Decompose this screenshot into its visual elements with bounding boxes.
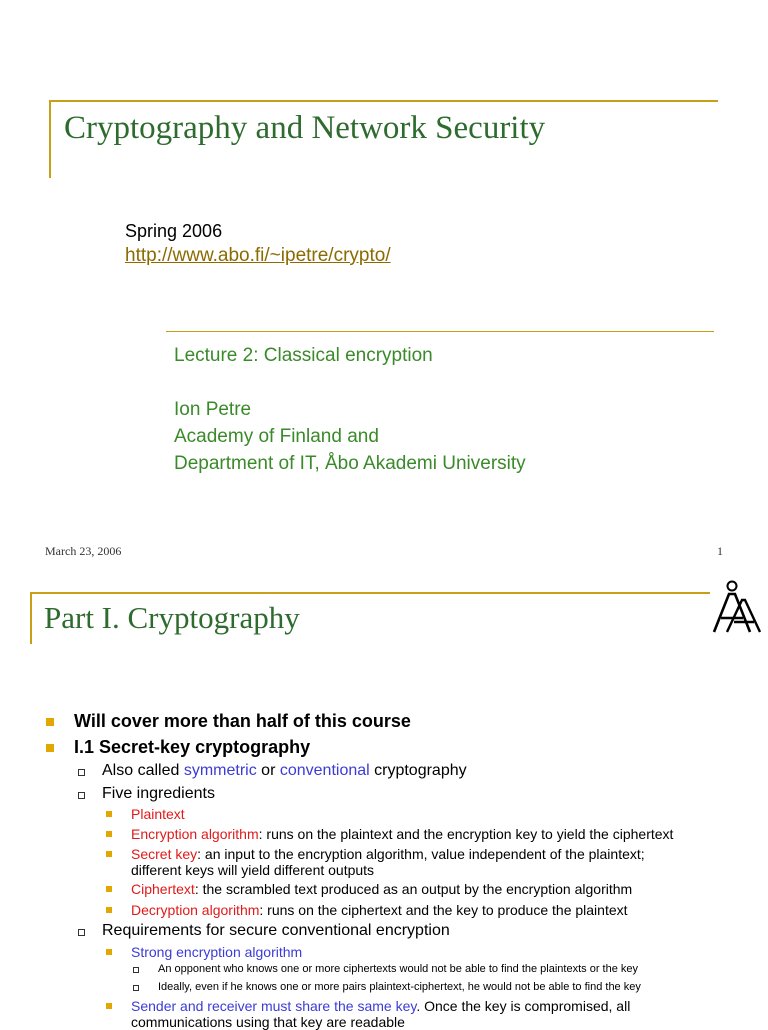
desc-ciphertext: : the scrambled text produced as an output by the encryption algorithm [194,881,633,897]
term-shared-key: Sender and receiver must share the same key [131,998,417,1014]
logo-svg [710,578,762,634]
ingredient-encryption [131,826,673,842]
term-decryption-algorithm: Decryption algorithm [131,902,260,918]
ingredient-secret-key [131,846,645,862]
term-symmetric: symmetric [183,762,257,779]
bullet-square [106,907,112,913]
requirement-shared-key-cont: communications using that key are readable [131,1014,405,1030]
bullet-hollow [78,769,85,776]
term-text: Spring 2006 [125,221,223,241]
term-conventional: conventional [279,762,370,779]
lecture-title: Lecture 2: Classical encryption [174,345,433,366]
title-rule-left [49,100,51,178]
bullet-hollow [78,929,85,936]
term-encryption-algorithm: Encryption algorithm [131,826,259,842]
author-name: Ion Petre [174,399,252,420]
bullet-square [106,811,112,817]
also-post: cryptography [369,762,467,779]
ingredient-plaintext: Plaintext [131,806,185,822]
bullet-square [106,949,112,955]
also-or: or [256,762,280,779]
term-ciphertext: Ciphertext [131,881,195,897]
term-secret-key: Secret key [131,846,198,862]
slide-title: Cryptography and Network Security [64,110,546,146]
desc-encryption-algorithm: : runs on the plaintext and the encryption key to yield the ciphertext [258,826,674,842]
title-rule-top [49,100,718,102]
page-number: 1 [717,544,723,558]
also-called-line [102,762,467,780]
five-ingredients: Five ingredients [102,785,215,802]
bullet-hollow [133,967,139,973]
university-logo [710,578,762,634]
desc-shared-key-1: . Once the key is compromised, all [416,998,631,1014]
requirement-strong-algorithm: Strong encryption algorithm [131,944,303,960]
bullet-square [106,851,112,857]
lecture-rule [166,331,714,332]
part-rule-top [30,592,710,594]
ingredient-secret-key-cont: different keys will yield different outputs [131,862,375,878]
also-pre: Also called [102,762,184,779]
bullet-square [46,744,54,752]
bullet-course-coverage: Will cover more than half of this course [74,711,411,731]
bullet-square [106,886,112,892]
slide-date: March 23, 2006 [45,544,122,558]
course-link[interactable]: http://www.abo.fi/~ipetre/crypto/ [125,245,391,266]
desc-decryption-algorithm: : runs on the ciphertext and the key to produce the plaintext [259,902,628,918]
opponent-line-1: An opponent who knows one or more ciphertexts would not be able to find the plaintexts or the key [158,963,639,975]
bullet-square [106,831,112,837]
bullet-square [46,718,54,726]
requirement-shared-key [131,998,630,1014]
ingredient-decryption [131,902,628,918]
affiliation-line-1: Academy of Finland and [174,426,379,447]
bullet-hollow [133,985,139,991]
affiliation-line-2: Department of IT, Åbo Akademi University [174,453,526,474]
logo-text [710,578,711,579]
ingredient-ciphertext [131,881,632,897]
desc-secret-key-1: : an input to the encryption algorithm, value independent of the plaintext; [197,846,645,862]
opponent-line-2: Ideally, even if he knows one or more pairs plaintext-ciphertext, he would not be able to find the key [158,981,641,993]
bullet-hollow [78,792,85,799]
part-title: Part I. Cryptography [44,600,300,635]
bullet-secret-key: I.1 Secret-key cryptography [74,737,311,757]
bullet-square [106,1003,112,1009]
requirements-heading: Requirements for secure conventional encryption [102,922,450,939]
part-rule-left [30,592,32,644]
